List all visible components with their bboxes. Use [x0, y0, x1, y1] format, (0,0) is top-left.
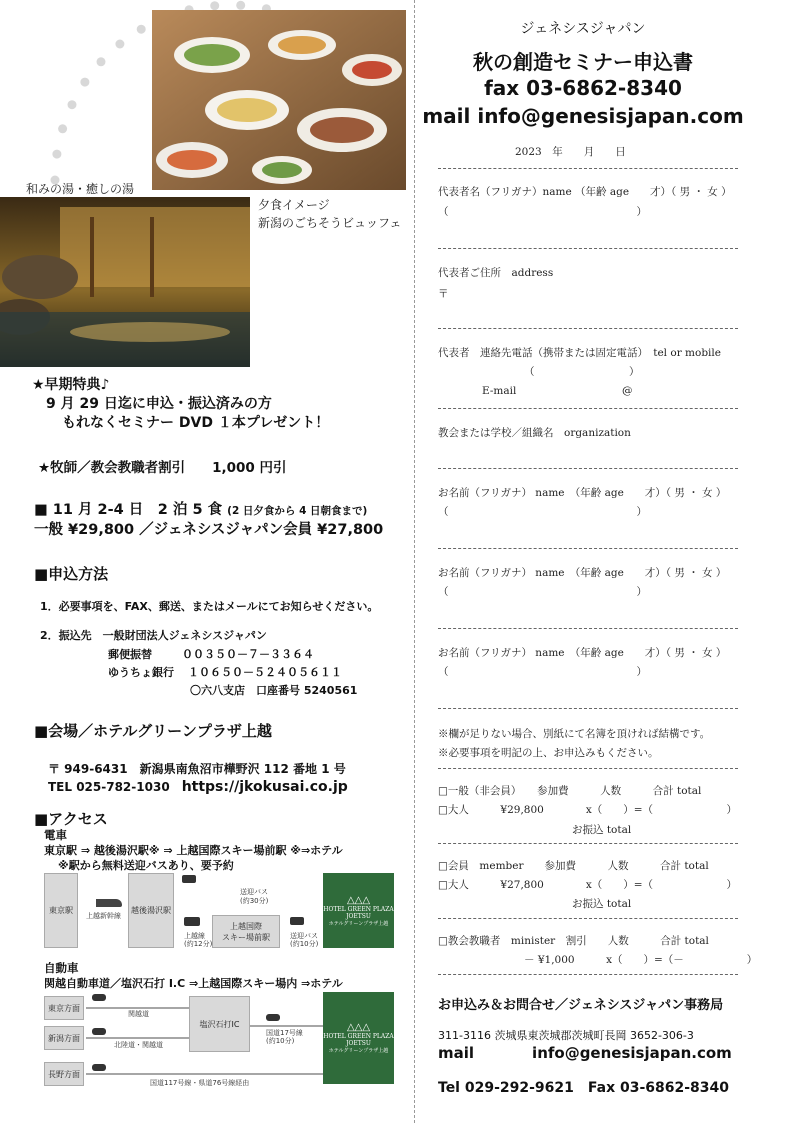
access-heading: ■アクセス [34, 810, 108, 828]
joetsu-line-time: (約12分) [184, 940, 213, 948]
postal-mark: 〒 [438, 288, 449, 300]
arc-dot [137, 25, 146, 34]
contact-address: 311-3116 茨城県東茨城郡茨城町長岡 3652-306-3 [438, 1029, 694, 1042]
niigata-direction: 新潟方面 [44, 1026, 84, 1050]
ski-station-box: 上越国際 スキー場前駅 [212, 915, 280, 948]
early-bird-title: ★早期特典♪ [32, 377, 110, 393]
yuzawa-station-box: 越後湯沢駅 [128, 873, 174, 948]
bus-icon [182, 875, 196, 883]
contact-mail: mail info@genesisjapan.com [438, 1044, 732, 1062]
email-label[interactable]: E-mail [482, 385, 517, 397]
car-icon-2 [92, 1028, 106, 1035]
bus2-label: 送迎バス [290, 932, 318, 940]
arc-dot [80, 78, 89, 87]
rep-address-label[interactable]: 代表者ご住所 address [438, 267, 554, 279]
car-route: 関越自動車道／塩沢石打 I.C ⇒上越国際スキー場内 ⇒ホテル [44, 977, 343, 990]
hotel-logo-icon: △△△ [346, 894, 371, 906]
train-label: 電車 [44, 828, 67, 842]
event-dates [34, 498, 367, 519]
price-line: 一般 ¥29,800 ／ジェネシスジャパン会員 ¥27,800 [34, 522, 384, 538]
form-divider [438, 468, 738, 469]
minister-header[interactable]: □教会教職者 minister 割引 人数 合計 total [438, 935, 709, 947]
apply-heading: ■申込方法 [34, 565, 109, 583]
bank-branch: 〇六八支店 口座番号 5240561 [190, 684, 358, 697]
dinner-buffet-photo [152, 10, 406, 190]
participant-name-1[interactable]: お名前（フリガナ） name （年齢 age 才）（ 男 ・ 女 ） [438, 487, 727, 499]
member-header[interactable]: □会員 member 参加費 人数 合計 total [438, 860, 709, 872]
train-route: 東京駅 ⇒ 越後湯沢駅※ ⇒ 上越国際スキー場前駅 ※⇒ホテル [44, 844, 343, 857]
bus1-label: 送迎バス [240, 888, 268, 896]
route17-label: 国道17号線 [266, 1029, 303, 1037]
dinner-caption-2: 新潟のごちそうビュッフェ [258, 216, 402, 230]
form-divider [438, 168, 738, 169]
general-row[interactable]: □大人 ¥29,800 x（ ）=（ ） [438, 804, 738, 816]
form-title: 秋の創造セミナー申込書 [473, 50, 693, 74]
dates-main: ■ 11 月 2-4 日 2 泊 5 食 [34, 502, 223, 518]
form-divider [438, 408, 738, 409]
rep-name-label[interactable]: 代表者名（フリガナ）name （年齢 age 才）（ 男 ・ 女 ） [438, 186, 732, 198]
form-divider [438, 628, 738, 629]
tokyo-direction: 東京方面 [44, 996, 84, 1020]
form-divider [438, 974, 738, 975]
org-name: ジェネシスジャパン [520, 21, 646, 37]
bath-caption: 和みの湯・癒しの湯 [26, 182, 135, 196]
car-icon-4 [266, 1014, 280, 1021]
form-divider [438, 248, 738, 249]
car-icon-3 [92, 1064, 106, 1071]
church-label[interactable]: 教会または学校／組織名 organization [438, 427, 631, 439]
fax-number: fax 03-6862-8340 [484, 76, 682, 100]
early-bird-line2: もれなくセミナー DVD １本プレゼント！ [62, 415, 330, 431]
yucho-bank: ゆうちょ銀行 １０６５０－５２４０５６１１ [108, 666, 342, 679]
car-access-map [44, 992, 394, 1088]
pastor-discount: ★牧師／教会教職者割引 1,000 円引 [38, 460, 287, 476]
arc-dot [97, 57, 106, 66]
kanetsu-label: 関越道 [128, 1010, 149, 1018]
venue-address: 〒 949-6431 新潟県南魚沼市樺野沢 112 番地 1 号 [48, 762, 346, 776]
participant-name-2[interactable]: お名前（フリガナ） name （年齢 age 才）（ 男 ・ 女 ） [438, 567, 727, 579]
arc-dot [68, 100, 77, 109]
arc-dot [210, 1, 219, 10]
postal-transfer: 郵便振替 ００３５０－７－３３６４ [108, 648, 314, 661]
general-transfer-total: お振込 total [572, 824, 632, 836]
mail-address: mail info@genesisjapan.com [422, 104, 744, 128]
ic-box: 塩沢石打IC [189, 996, 250, 1052]
note-2: ※必要事項を明記の上、お申込みもください。 [438, 747, 659, 759]
dates-note: (2 日夕食から 4 日朝食まで) [227, 505, 368, 517]
nagano-direction: 長野方面 [44, 1062, 84, 1086]
shinkansen-label: 上越新幹線 [86, 912, 121, 920]
apply-step1: 1．必要事項を、FAX、郵送、またはメールにてお知らせください。 [40, 600, 379, 613]
participant-field-1[interactable]: （ ） [438, 506, 647, 518]
joetsu-line-label: 上越線 [184, 932, 205, 940]
train-icon [184, 917, 200, 926]
train-note: ※駅から無料送迎バスあり、要予約 [58, 859, 234, 872]
form-date: 2023 年 月 日 [515, 146, 626, 158]
member-transfer-total: お振込 total [572, 898, 632, 910]
rep-name-field[interactable]: （ ） [438, 206, 647, 218]
contact-tel-fax: Tel 029-292-9621 Fax 03-6862-8340 [438, 1080, 730, 1096]
bus-icon-2 [290, 917, 304, 925]
hotel-logo-box: △△△ HOTEL GREEN PLAZA JOETSU ホテルグリーンプラザ上越 [323, 873, 394, 948]
form-divider [438, 548, 738, 549]
form-divider [438, 918, 738, 919]
form-divider [438, 328, 738, 329]
note-1: ※欄が足りない場合、別紙にて名簿を頂ければ結構です。 [438, 728, 711, 740]
hotel-logo-icon-2: △△△ [346, 1022, 371, 1033]
shinkansen-icon [96, 899, 122, 907]
bus1-time: (約30分) [240, 897, 269, 905]
participant-field-3[interactable]: （ ） [438, 666, 647, 678]
center-divider [414, 0, 415, 1123]
phone-field[interactable]: （ ） [524, 366, 640, 378]
form-divider [438, 843, 738, 844]
minister-row[interactable]: － ¥1,000 x（ ）=（－ ） [524, 954, 758, 966]
arc-dot [236, 1, 245, 10]
dinner-caption-1: 夕食イメージ [258, 198, 330, 212]
arc-dot [115, 40, 124, 49]
hot-spring-bath-photo [0, 197, 250, 367]
venue-contact: TEL 025-782-1030 https://jkokusai.co.jp [48, 779, 348, 795]
arc-dot [58, 124, 67, 133]
participant-name-3[interactable]: お名前（フリガナ） name （年齢 age 才）（ 男 ・ 女 ） [438, 647, 727, 659]
arc-dot [52, 150, 61, 159]
form-divider [438, 768, 738, 769]
general-header[interactable]: □一般（非会員） 参加費 人数 合計 total [438, 785, 702, 797]
form-divider [438, 708, 738, 709]
hotel-logo-box-2: △△△ HOTEL GREEN PLAZA JOETSU ホテルグリーンプラザ上越 [323, 992, 394, 1084]
car-label: 自動車 [44, 961, 79, 975]
apply-step2: 2．振込先 一般財団法人ジェネシスジャパン [40, 629, 267, 642]
early-bird-line1: 9 月 29 日迄に申込・振込済みの方 [46, 396, 272, 412]
rep-phone-label[interactable]: 代表者 連絡先電話（携帯または固定電話） tel or mobile [438, 347, 721, 359]
contact-heading: お申込み＆お問合せ／ジェネシスジャパン事務局 [438, 998, 724, 1013]
route17-time: (約10分) [266, 1037, 295, 1045]
venue-heading: ■会場／ホテルグリーンプラザ上越 [34, 722, 272, 740]
route117-label: 国道117号線・県道76号線経由 [150, 1079, 250, 1087]
participant-field-2[interactable]: （ ） [438, 586, 647, 598]
car-icon [92, 994, 106, 1001]
bus2-time: (約10分) [290, 940, 319, 948]
member-row[interactable]: □大人 ¥27,800 x（ ）=（ ） [438, 879, 738, 891]
hokuriku-label: 北陸道・関越道 [114, 1041, 163, 1049]
tokyo-station-box: 東京駅 [44, 873, 78, 948]
train-access-map [44, 873, 394, 948]
at-mark: @ [622, 385, 633, 397]
